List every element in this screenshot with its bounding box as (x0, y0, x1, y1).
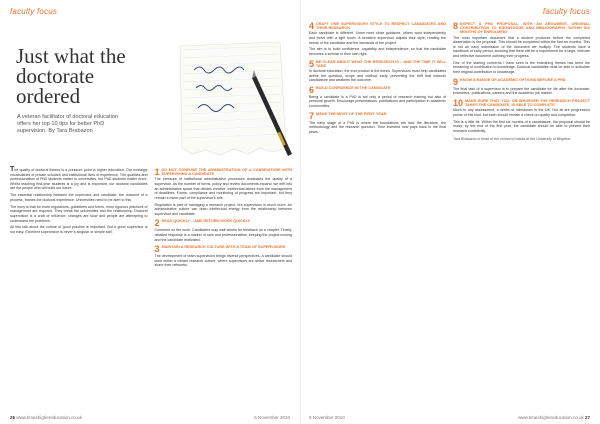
tip-number: 8 (453, 21, 459, 31)
section-tag: faculty focus (10, 6, 58, 16)
left-footer (10, 415, 290, 420)
tip-10 (453, 99, 590, 134)
tip-body: In doctoral education, the end product is the thesis. Supervisors must help candidates define the question, scope and method early, preventing the drift that extends candidature and weakens the outcome. (309, 69, 446, 83)
lead-paragraph: The quality of doctoral theses is a pressure point in higher education. Our nostalgic vocabularies of private scholars and institutional lives of experience. The qualities and professionalism of PhD students matter to universities, but PhD students matter more. Whilst teaching first-year students is a joy and is important, our doctoral candidates are the people who will build our future. (10, 166, 148, 191)
tip-title: KNOW A RANGE OF ACADEMIC OPTIONS BEFORE A PHD (460, 77, 566, 82)
tip-number: 9 (453, 76, 459, 87)
tip-title: CRAFT ONE SUPERVISORY STYLE TO RESPECT CANDIDATES AND THEIR RESEARCH (316, 22, 446, 31)
author-bio: Tara Brabazon is head of the school of media at the University of Brighton. (453, 136, 572, 141)
tip-7 (309, 112, 446, 135)
tip-1 (155, 168, 293, 216)
tip-number: 3 (154, 244, 160, 255)
page-number: 26 (10, 415, 16, 420)
tip-title: MAINTAIN A RESEARCH CULTURE WITH A TEAM OF SUPERVISORS (161, 245, 286, 250)
footer-site: www.timeshighereducation.co.uk (16, 415, 82, 420)
tip-5 (309, 60, 446, 83)
tip-title: DO NOT CONFUSE THE ADMINISTRATION OF A CANDIDATURE WITH SUPERVISING A CANDIDATE (161, 168, 292, 177)
article-standfirst: A veteran facilitator of doctoral education offers her top 10 tips for better PhD supervision. By Tara Brabazon (17, 114, 119, 134)
tip-body: The early stage of a PhD is where the foundations are laid: the literature, the methodology and the research question. Time invested now pays back in the final years. (309, 120, 446, 134)
tip-number: 10 (453, 97, 464, 108)
tip-body: Regulation is part of managing a research project, but supervision is much more. An administrative culture can drain intellectual energy from the relationship between supervisor and candidate. (154, 202, 292, 216)
tip-body: The most important document that a student produces before the completed dissertation is the proposal. This should be completed within the first six months. This is not an early submission of the document we multiply. The students have a handbook of early period, knowing that there will be a requirement for a large, intricate and reflective document outlining their progress. (453, 35, 590, 58)
right-column-1 (309, 22, 446, 143)
tip-body: One of the starting concerns I have seen is the examining theses has been the remaining of contribution to knowledge. Doctoral candidates must be able to articulate their original contribution to knowledge. (453, 60, 590, 75)
tip-body: Each candidate is different. Some need close guidance, others work independently and thrive with a light touch. A sensitive supervisor adjusts their style, reading the needs of the candidate and the demands of the project. (309, 31, 446, 45)
tip-body: The final task of a supervisor is to prepare the candidate for life after the doctorate: examiners, publications, careers and the academic job market. (453, 86, 590, 96)
tip-4 (309, 22, 446, 57)
tip-number: 2 (154, 218, 160, 229)
tip-8 (453, 22, 590, 75)
tip-body: This is a little bit. Within the first six months of a candidature, the proposal should be ready; by the end of the first year, the candidate should be able to present their research confidently. (453, 119, 590, 133)
section-tag: faculty focus (542, 6, 590, 16)
left-column-1 (10, 168, 148, 271)
body-paragraph: All this talk about the culture of good practice is important. But a good supervisor is not easy. Excellent supervision is never a singular or simple skill. (10, 225, 148, 235)
tip-number: 7 (309, 110, 315, 121)
left-columns (10, 168, 292, 271)
tip-title: BUILD CONFIDENCE IN THE CANDIDATE (316, 85, 391, 90)
footer-site: www.timeshighereducation.co.uk (518, 415, 584, 420)
hero (10, 22, 292, 168)
tip-title: READ QUICKLY – AND RETURN WORK QUICKLY (161, 219, 251, 224)
tip-title: MAKE SURE THAT YOU, OR WHOEVER THE RESEARCH PROJECT TAKES THE CANDIDATE, IS ABLE TO COMPLETE (465, 98, 590, 108)
tip-2 (155, 219, 293, 242)
tip-9 (453, 78, 590, 96)
left-column-2 (155, 168, 293, 271)
tip-body: Comment on the work. Candidates may wait weeks for feedback on a chapter. Timely, detailed response is a marker of care and professionalism, keeping the project moving and the candidate motivated. (154, 228, 292, 242)
tip-body: The aim is to build confidence, capability and independence, so that the candidate becomes a scholar in their own right. (309, 47, 446, 57)
tip-title: EXPECT A PHD PROPOSAL, WITH AN ARGUMENT, ORIGINAL CONTRIBUTION TO KNOWLEDGE AND BIBLIOGRAPHY, WITHIN SIX MONTHS OF ENROLMENT (460, 22, 590, 35)
tip-body: The pressure of institutional administrative processes dominates the quality of a supervisor. As the number of forms, policy and review documents expand, we drift into an administrative space that divides creative, intellectual labour from the management of deadlines. Forms, compliance and monitoring of progress are important, but they remain a minor part of the supervisor's role. (154, 177, 292, 200)
tip-body: Much to any assessment, a series of milestones in the UK. Not all are progression points of this kind, but each should remain a check on quality and completion. (453, 108, 590, 117)
tip-body: Being a candidate is a PhD is not only a period of research training but also of personal growth. Encourage presentations, publications and participation in academic communities. (309, 94, 446, 109)
tip-number: 5 (309, 58, 315, 69)
body-paragraph: The irony is that for more regulations, guidelines and forms, more rigorous practices of management are required. They break the universities and the relationship. Doctoral supervision is a craft of influence, changes are slow and people are attempting to understand the problems. (10, 204, 148, 223)
tip-title: MAKE THE MOST OF THE FIRST YEAR (316, 111, 387, 116)
tip-6 (309, 86, 446, 109)
tip-number: 1 (154, 167, 160, 177)
right-header (309, 0, 590, 22)
tip-number: 6 (309, 84, 315, 95)
article-title: Just what the doctorate ordered (16, 44, 126, 108)
footer-date: 5 November 2010 (254, 415, 290, 420)
footer-date: 5 November 2010 (309, 415, 345, 420)
right-footer (309, 415, 590, 420)
page-number: 27 (584, 415, 590, 420)
tip-title: BE CLEAR ABOUT WHAT THE RESEARCH IS – AND THE TIME IT WILL TAKE (316, 59, 446, 68)
tip-3 (155, 245, 293, 268)
prescription-illustration (160, 36, 300, 166)
right-column-2 (453, 22, 590, 143)
tip-number: 4 (309, 21, 315, 31)
left-header (10, 0, 292, 22)
right-columns (309, 22, 590, 143)
body-paragraph: The essential relationship between the supervisor and candidate, the outcome of a process, frames the doctoral experience. Universities need to be alert to this. (10, 193, 148, 202)
right-page (300, 0, 600, 424)
tip-body: The development of team supervision brings diverse perspectives. A candidate should work within a vibrant research culture, where supervisors are active researchers and share their networks. (154, 254, 292, 268)
